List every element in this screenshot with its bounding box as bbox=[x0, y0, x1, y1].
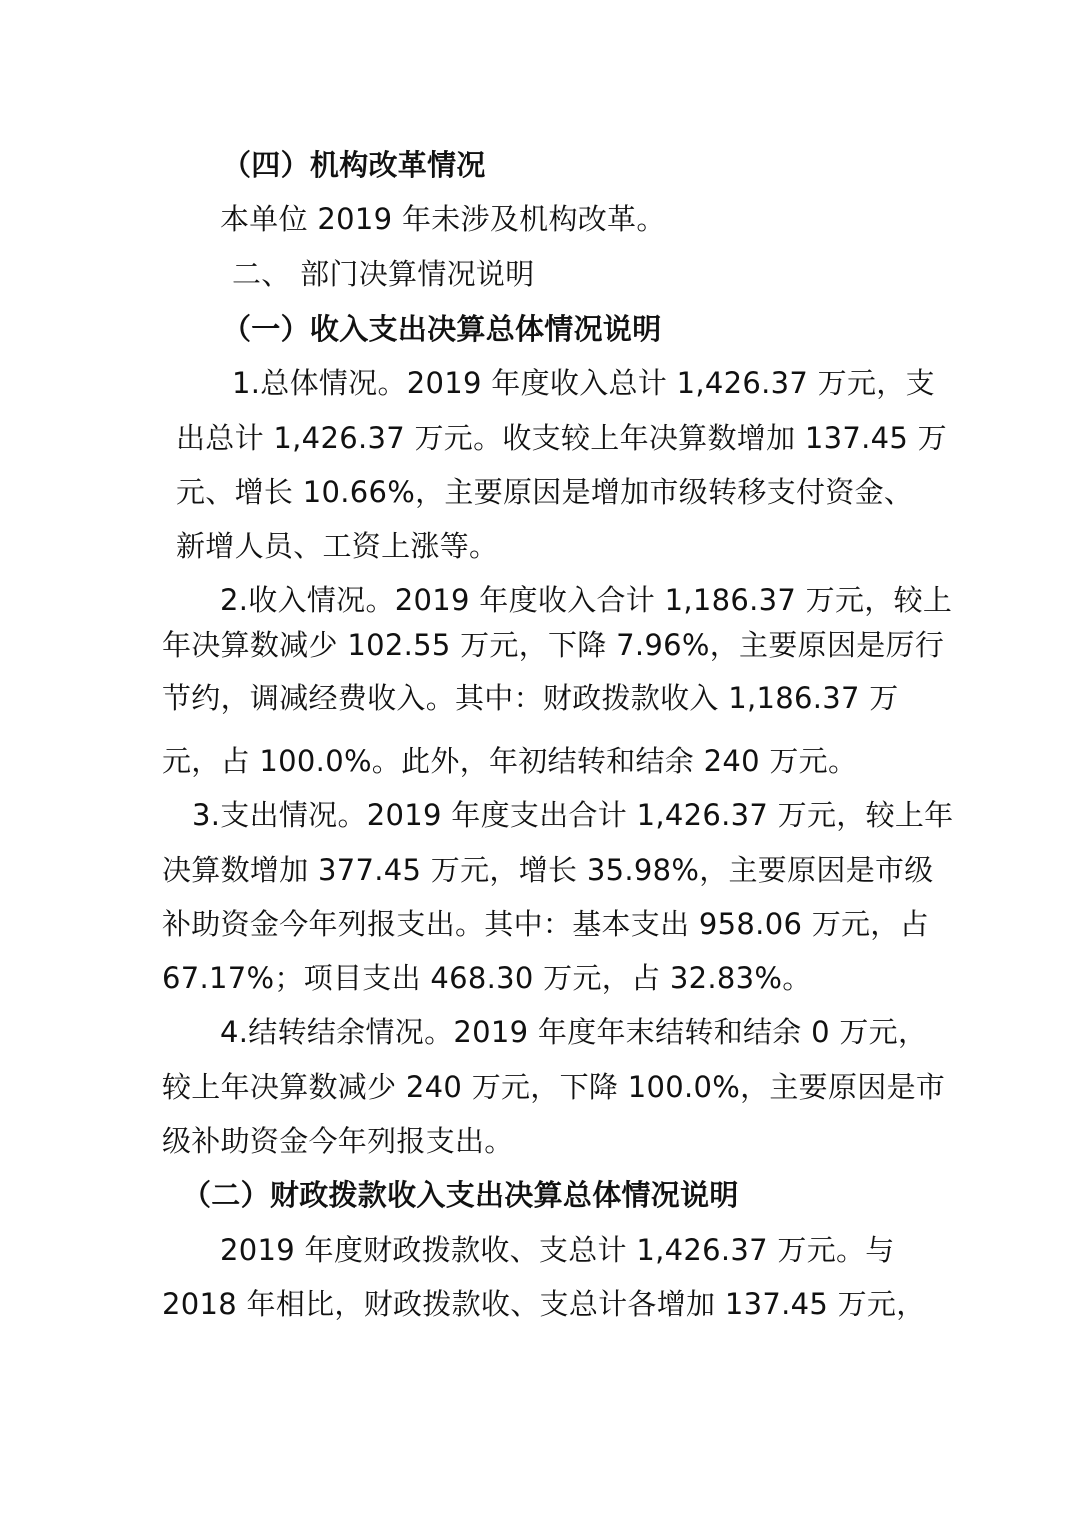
paragraph-line: 元、增长 10.66%，主要原因是增加市级转移支付资金、 bbox=[176, 475, 914, 509]
paragraph-line: 本单位 2019 年未涉及机构改革。 bbox=[220, 202, 666, 236]
section-heading-department-accounts: 二、 部门决算情况说明 bbox=[232, 257, 535, 291]
paragraph-line: 2019 年度财政拨款收、支总计 1,426.37 万元。与 bbox=[220, 1233, 895, 1267]
paragraph-line: 2018 年相比，财政拨款收、支总计各增加 137.45 万元， bbox=[162, 1287, 926, 1321]
paragraph-line: 2.收入情况。2019 年度收入合计 1,186.37 万元，较上 bbox=[220, 583, 953, 617]
paragraph-line: 3.支出情况。2019 年度支出合计 1,426.37 万元，较上年 bbox=[192, 798, 954, 832]
paragraph-line: 决算数增加 377.45 万元，增长 35.98%，主要原因是市级 bbox=[162, 853, 934, 887]
section-heading-overall-income-expense: （一）收入支出决算总体情况说明 bbox=[222, 312, 662, 346]
paragraph-line: 67.17%；项目支出 468.30 万元，占 32.83%。 bbox=[162, 961, 812, 995]
paragraph-line: 新增人员、工资上涨等。 bbox=[176, 529, 499, 563]
paragraph-line: 级补助资金今年列报支出。 bbox=[162, 1124, 514, 1158]
section-heading-institutional-reform: （四）机构改革情况 bbox=[222, 148, 486, 182]
paragraph-line: 元，占 100.0%。此外，年初结转和结余 240 万元。 bbox=[162, 744, 858, 778]
paragraph-line: 补助资金今年列报支出。其中：基本支出 958.06 万元，占 bbox=[162, 907, 929, 941]
paragraph-line: 出总计 1,426.37 万元。收支较上年决算数增加 137.45 万 bbox=[176, 421, 947, 455]
paragraph-line: 1.总体情况。2019 年度收入总计 1,426.37 万元，支 bbox=[232, 366, 935, 400]
paragraph-line: 节约，调减经费收入。其中：财政拨款收入 1,186.37 万 bbox=[162, 681, 899, 715]
paragraph-line: 年决算数减少 102.55 万元，下降 7.96%，主要原因是厉行 bbox=[162, 628, 945, 662]
section-heading-fiscal-appropriation: （二）财政拨款收入支出决算总体情况说明 bbox=[182, 1178, 739, 1212]
paragraph-line: 较上年决算数减少 240 万元，下降 100.0%，主要原因是市 bbox=[162, 1070, 946, 1104]
paragraph-line: 4.结转结余情况。2019 年度年末结转和结余 0 万元， bbox=[220, 1015, 928, 1049]
